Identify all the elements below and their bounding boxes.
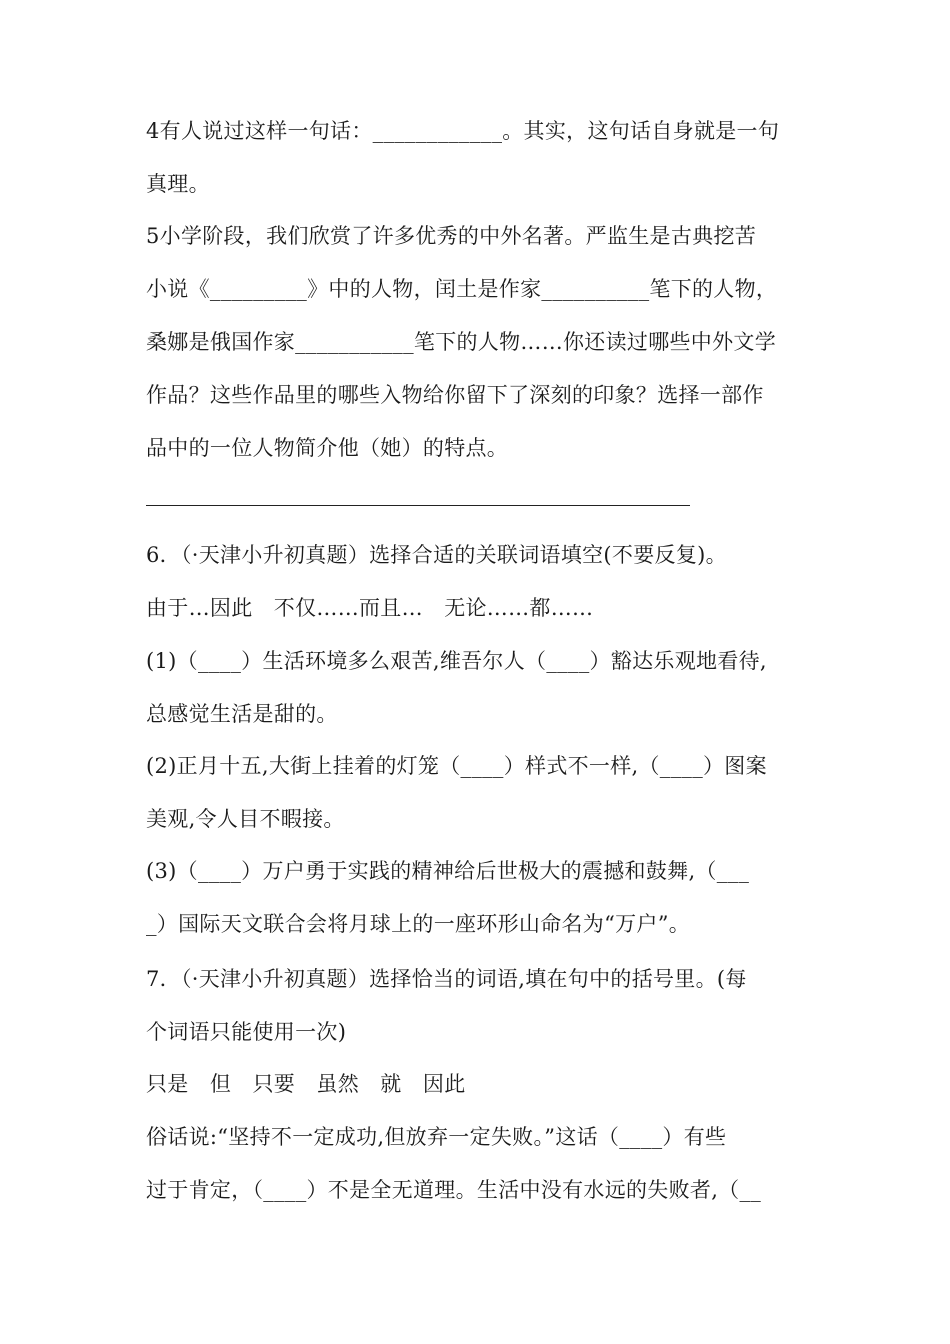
q6-title: 6．（·天津小升初真题）选择合适的关联词语填空(不要反复)。 <box>146 543 727 567</box>
q7-text-line-2: 过于肯定，（____）不是全无道理。生活中没有水远的失败者,（__ <box>146 1178 762 1202</box>
q5-line-4: 作品？这些作品里的哪些入物给你留下了深刻的印象？选择一部作 <box>146 383 764 407</box>
q6-item-3-line-1: (3)（____）万户勇于实践的精神给后世极大的震撼和鼓舞,（___ <box>146 859 750 883</box>
q6-item-2-line-2: 美观,令人目不暇接。 <box>146 807 345 831</box>
q6-item-3-line-2: _）国际天文联合会将月球上的一座环形山命名为“万户”。 <box>146 912 691 936</box>
q4-line-1: 4有人说过这样一句话：____________。其实，这句话自身就是一句 <box>146 119 780 143</box>
q5-line-2: 小说《_________》中的人物，闰土是作家__________笔下的人物， <box>146 277 778 301</box>
q7-text-line-1: 俗话说:“坚持不一定成功,但放弃一定失败。”这话（____）有些 <box>146 1125 727 1149</box>
q4-line-2: 真理。 <box>146 172 210 196</box>
q7-options: 只是 但 只要 虽然 就 因此 <box>146 1072 466 1096</box>
q5-line-5: 品中的一位人物简介他（她）的特点。 <box>146 436 509 460</box>
q6-item-1-line-1: (1)（____）生活环境多么艰苦,维吾尔人（____）豁达乐观地看待, <box>146 649 767 673</box>
q6-options: 由于…因此 不仅……而且… 无论……都…… <box>146 596 594 620</box>
q5-line-1: 5小学阶段，我们欣赏了许多优秀的中外名著。严监生是古典挖苦 <box>146 224 757 248</box>
q7-title-line-2: 个词语只能使用一次) <box>146 1020 347 1044</box>
q6-item-2-line-1: (2)正月十五,大街上挂着的灯笼（____）样式不一样,（____）图案 <box>146 754 767 778</box>
q6-item-1-line-2: 总感觉生活是甜的。 <box>146 702 338 726</box>
q7-title-line-1: 7．（·天津小升初真题）选择恰当的词语,填在句中的括号里。(每 <box>146 967 747 991</box>
answer-line <box>146 505 690 506</box>
q5-line-3: 桑娜是俄国作家___________笔下的人物……你还读过哪些中外文学 <box>146 330 776 354</box>
